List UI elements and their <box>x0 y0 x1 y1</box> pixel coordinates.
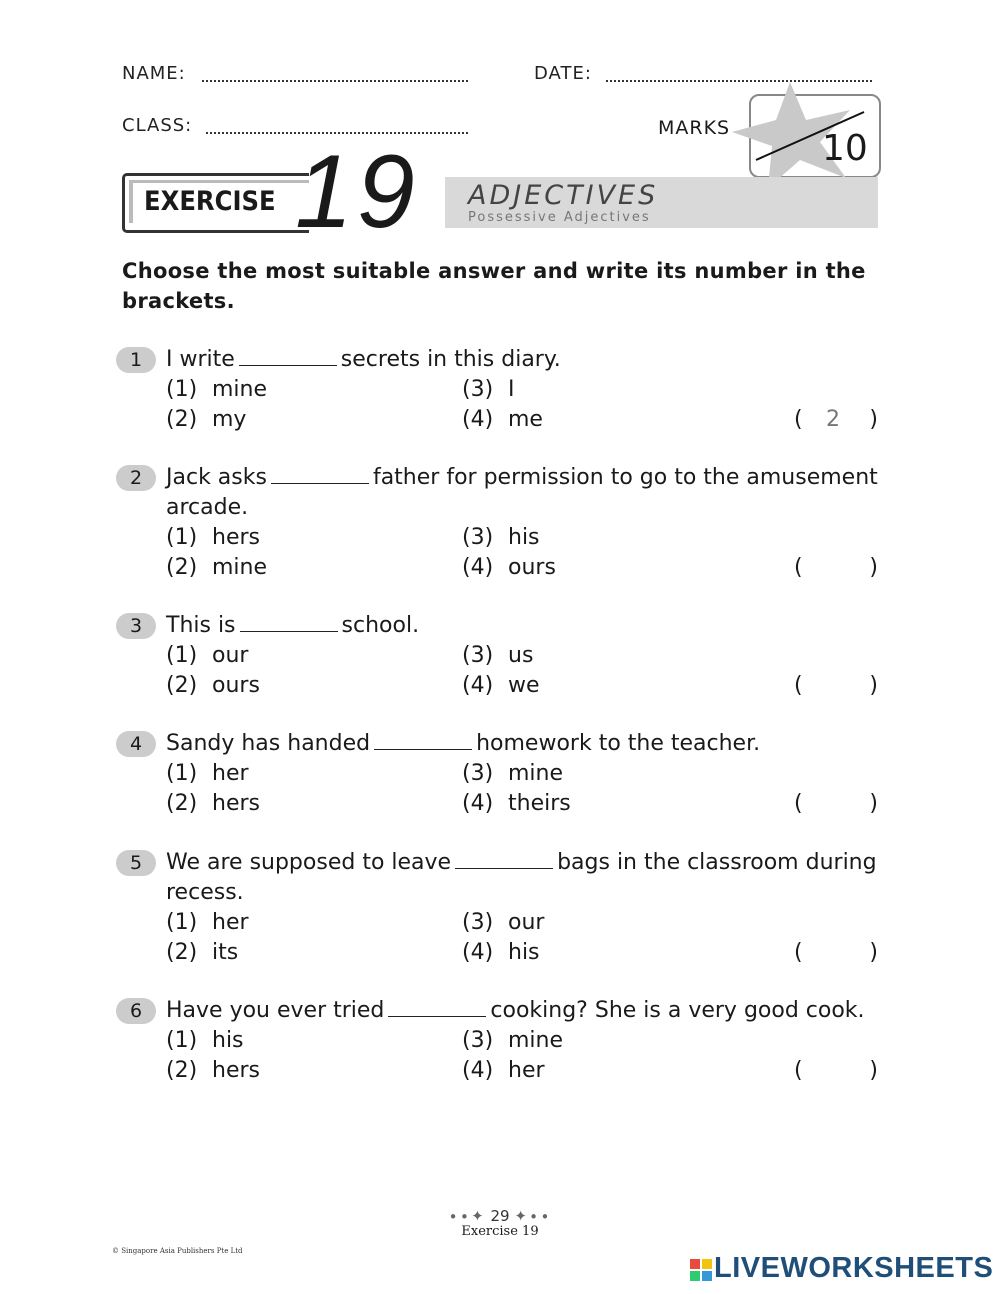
answer-bracket[interactable] <box>794 1056 878 1086</box>
question-text-before: We are supposed to leave <box>166 850 452 875</box>
option-text: hers <box>212 1058 260 1083</box>
option-3 <box>462 641 533 671</box>
option-text: theirs <box>508 791 571 816</box>
option-text: my <box>212 407 247 432</box>
option-4 <box>462 1056 545 1086</box>
question-number-badge <box>116 998 156 1024</box>
option-text: our <box>212 643 249 668</box>
bracket-close: ) <box>869 673 878 698</box>
option-number: (4) <box>462 940 494 965</box>
question-text-before: Jack asks <box>166 465 267 490</box>
answer-blank <box>240 613 338 632</box>
option-number: (3) <box>462 525 494 550</box>
option-3 <box>462 759 563 789</box>
option-text: hers <box>212 791 260 816</box>
question-number-badge <box>116 465 156 491</box>
question-number-badge <box>116 731 156 757</box>
option-number: (2) <box>166 791 198 816</box>
question-text-after: cooking? She is a very good cook. <box>490 998 865 1023</box>
bracket-close: ) <box>869 1058 878 1083</box>
option-number: (2) <box>166 555 198 580</box>
copyright: © Singapore Asia Publishers Pte Ltd <box>112 1247 243 1255</box>
option-text: mine <box>508 1028 564 1053</box>
question-text-before: I write <box>166 347 235 372</box>
option-text: mine <box>212 377 268 402</box>
question-number: 4 <box>129 733 143 755</box>
question-text-cont: recess. <box>166 880 244 905</box>
option-number: (1) <box>166 1028 198 1053</box>
bracket-close: ) <box>869 407 878 432</box>
name-field[interactable] <box>202 80 468 82</box>
option-1 <box>166 1026 244 1056</box>
question-text <box>166 729 878 759</box>
option-2 <box>166 938 238 968</box>
bracket-open: ( <box>794 791 803 816</box>
name-label: NAME: <box>122 63 186 84</box>
liveworksheets-brand: LIVEWORKSHEETS <box>714 1252 994 1284</box>
option-2 <box>166 789 260 819</box>
option-text: her <box>508 1058 545 1083</box>
bracket-open: ( <box>794 940 803 965</box>
class-label: CLASS: <box>122 115 193 136</box>
answer-bracket[interactable] <box>794 405 878 435</box>
option-number: (1) <box>166 761 198 786</box>
question-text <box>166 345 878 375</box>
option-number: (2) <box>166 407 198 432</box>
question-number-badge <box>116 850 156 876</box>
answer-bracket[interactable] <box>794 789 878 819</box>
question-number: 2 <box>129 467 143 489</box>
liveworksheets-logo-icon <box>690 1259 712 1281</box>
question-text-after: secrets in this diary. <box>340 347 561 372</box>
option-2 <box>166 1056 260 1086</box>
topic-subtitle: Possessive Adjectives <box>468 210 651 225</box>
question-text-after: father for permission to go to the amusement <box>372 465 878 490</box>
option-number: (2) <box>166 673 198 698</box>
option-number: (1) <box>166 377 198 402</box>
question-text <box>166 996 878 1026</box>
option-text: mine <box>212 555 268 580</box>
option-number: (1) <box>166 643 198 668</box>
question-text-before: Sandy has handed <box>166 731 371 756</box>
date-label: DATE: <box>534 63 592 84</box>
question-text-before: This is <box>166 613 236 638</box>
instruction: Choose the most suitable answer and write its number in the brackets. <box>122 259 866 313</box>
option-3 <box>462 908 544 938</box>
bracket-open: ( <box>794 407 803 432</box>
question-number: 3 <box>129 615 143 637</box>
option-text: I <box>508 377 515 402</box>
option-text: his <box>212 1028 244 1053</box>
page-number-text: 29 <box>490 1207 510 1225</box>
option-text: our <box>508 910 545 935</box>
option-text: his <box>508 940 540 965</box>
question-number: 1 <box>129 349 143 371</box>
exercise-label: EXERCISE <box>144 186 276 217</box>
footer-exercise: Exercise 19 <box>461 1224 539 1239</box>
answer-blank <box>239 347 337 366</box>
bracket-open: ( <box>794 555 803 580</box>
option-number: (1) <box>166 525 198 550</box>
option-number: (4) <box>462 407 494 432</box>
question-number-badge <box>116 347 156 373</box>
question-text <box>166 463 878 523</box>
question-number-badge <box>116 613 156 639</box>
option-4 <box>462 553 556 583</box>
option-3 <box>462 375 515 405</box>
option-2 <box>166 553 267 583</box>
option-text: hers <box>212 525 260 550</box>
option-4 <box>462 405 543 435</box>
question-text-before: Have you ever tried <box>166 998 385 1023</box>
option-text: we <box>508 673 540 698</box>
option-1 <box>166 375 267 405</box>
exercise-number: 19 <box>295 134 419 250</box>
option-number: (4) <box>462 1058 494 1083</box>
option-number: (1) <box>166 910 198 935</box>
option-text: its <box>212 940 239 965</box>
option-number: (3) <box>462 761 494 786</box>
option-number: (3) <box>462 377 494 402</box>
question-text <box>166 848 878 908</box>
option-text: her <box>212 910 249 935</box>
option-text: us <box>508 643 534 668</box>
question-text-cont: arcade. <box>166 495 249 520</box>
question-text-after: homework to the teacher. <box>476 731 761 756</box>
option-number: (3) <box>462 910 494 935</box>
option-1 <box>166 523 260 553</box>
answer-input[interactable]: 2 <box>826 407 840 432</box>
answer-blank <box>271 465 369 484</box>
question-number: 5 <box>129 852 143 874</box>
option-4 <box>462 938 540 968</box>
option-1 <box>166 759 249 789</box>
bracket-open: ( <box>794 673 803 698</box>
option-number: (4) <box>462 555 494 580</box>
answer-blank <box>455 850 553 869</box>
option-text: his <box>508 525 540 550</box>
bracket-open: ( <box>794 1058 803 1083</box>
option-number: (2) <box>166 940 198 965</box>
option-text: ours <box>212 673 260 698</box>
option-4 <box>462 671 540 701</box>
option-2 <box>166 671 260 701</box>
question-text-after: bags in the classroom during <box>557 850 877 875</box>
option-number: (4) <box>462 673 494 698</box>
option-text: her <box>212 761 249 786</box>
option-text: mine <box>508 761 564 786</box>
topic-title: ADJECTIVES <box>468 180 659 211</box>
bracket-close: ) <box>869 791 878 816</box>
bracket-close: ) <box>869 940 878 965</box>
marks-label: MARKS <box>658 117 731 139</box>
option-text: me <box>508 407 543 432</box>
option-number: (2) <box>166 1058 198 1083</box>
answer-blank <box>388 998 486 1017</box>
option-text: ours <box>508 555 556 580</box>
option-number: (3) <box>462 1028 494 1053</box>
option-3 <box>462 1026 563 1056</box>
option-4 <box>462 789 571 819</box>
option-1 <box>166 908 249 938</box>
page-number: ∙∙✦ 29 ✦∙∙ <box>448 1207 552 1225</box>
answer-bracket[interactable] <box>794 938 878 968</box>
option-number: (3) <box>462 643 494 668</box>
marks-total: 10 <box>822 128 868 169</box>
option-number: (4) <box>462 791 494 816</box>
question-text <box>166 611 878 641</box>
question-text-after: school. <box>341 613 420 638</box>
option-2 <box>166 405 246 435</box>
question-number: 6 <box>129 1000 143 1022</box>
answer-bracket[interactable] <box>794 553 878 583</box>
answer-bracket[interactable] <box>794 671 878 701</box>
answer-blank <box>374 731 472 750</box>
option-3 <box>462 523 540 553</box>
option-1 <box>166 641 248 671</box>
bracket-close: ) <box>869 555 878 580</box>
